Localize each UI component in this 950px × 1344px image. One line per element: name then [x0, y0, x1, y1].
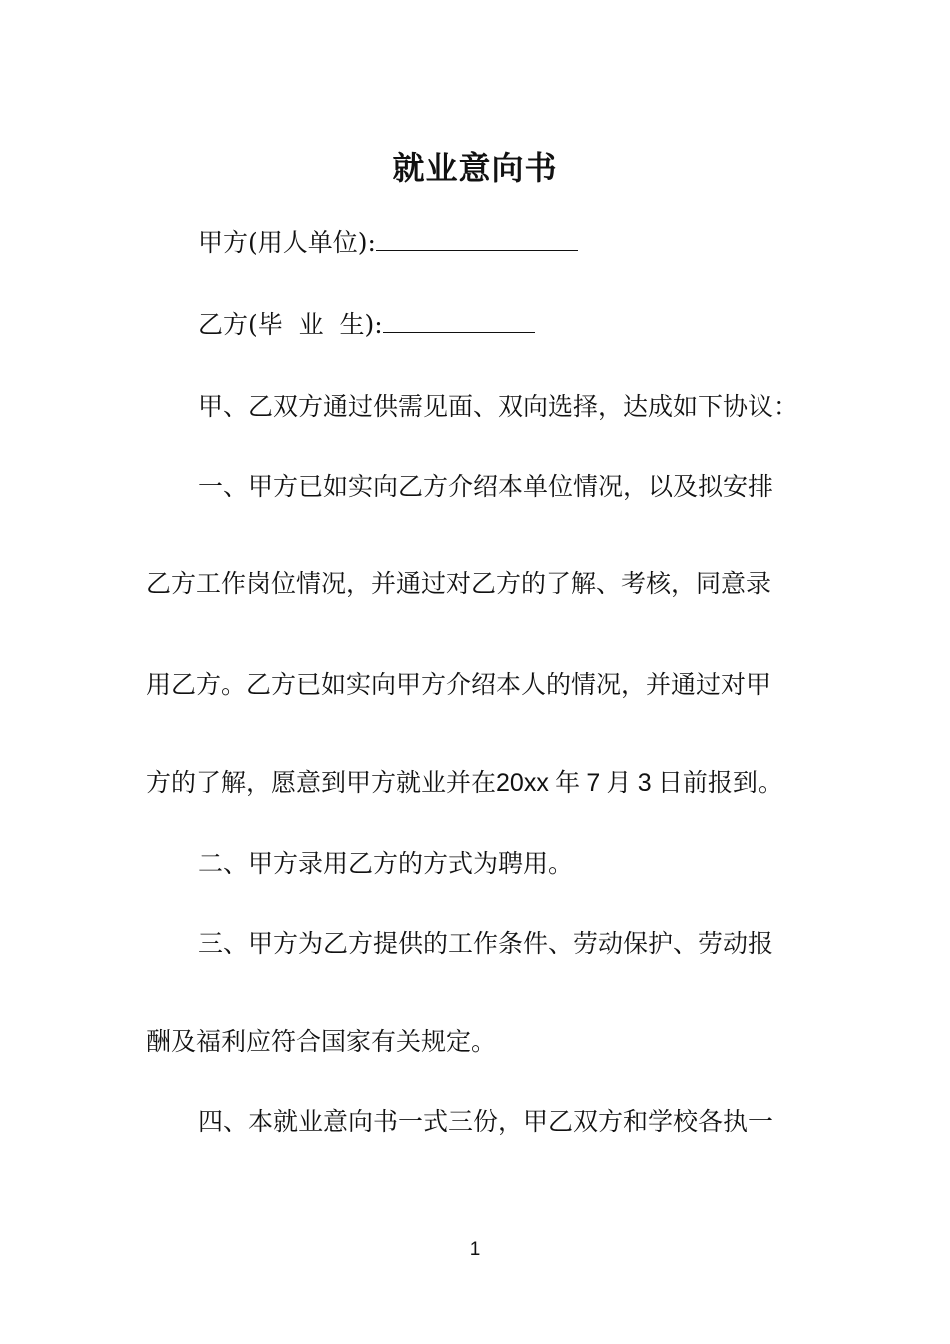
party-b-line: [198, 306, 535, 343]
intro-paragraph: 甲、乙双方通过供需见面、双向选择，达成如下协议：: [198, 392, 799, 421]
clause-1-line-1: 一、甲方已如实向乙方介绍本单位情况，以及拟安排: [198, 472, 774, 501]
party-b-blank-field[interactable]: [383, 306, 535, 333]
report-day: 3: [637, 769, 652, 797]
clause-3-line-2: 酬及福利应符合国家有关规定。: [146, 1027, 497, 1056]
clause-1-line-2: 乙方工作岗位情况，并通过对乙方的了解、考核，同意录: [146, 569, 772, 598]
report-year: 20xx: [496, 769, 549, 797]
party-a-label: 甲方(用人单位):: [198, 228, 376, 257]
month-unit: 月: [606, 768, 632, 797]
page-number: 1: [469, 1239, 481, 1260]
clause-3-line-1: 三、甲方为乙方提供的工作条件、劳动保护、劳动报: [198, 929, 774, 958]
party-a-line: [198, 224, 578, 261]
clause-1-text-before-date: 方的了解，愿意到甲方就业并在: [146, 768, 497, 797]
clause-2-paragraph: 二、甲方录用乙方的方式为聘用。: [198, 849, 574, 878]
report-month: 7: [586, 769, 601, 797]
clause-1-text-after-date: 日前报到。: [657, 768, 783, 797]
party-b-label: 乙方(毕 业 生):: [198, 310, 383, 339]
clause-4-line-1: 四、本就业意向书一式三份，甲乙双方和学校各执一: [198, 1107, 774, 1136]
document-title: 就业意向书: [392, 149, 558, 187]
party-a-blank-field[interactable]: [376, 224, 578, 251]
clause-1-line-3: 用乙方。乙方已如实向甲方介绍本人的情况，并通过对甲: [146, 670, 772, 699]
year-unit: 年: [555, 768, 581, 797]
clause-1-line-4: [146, 765, 783, 801]
